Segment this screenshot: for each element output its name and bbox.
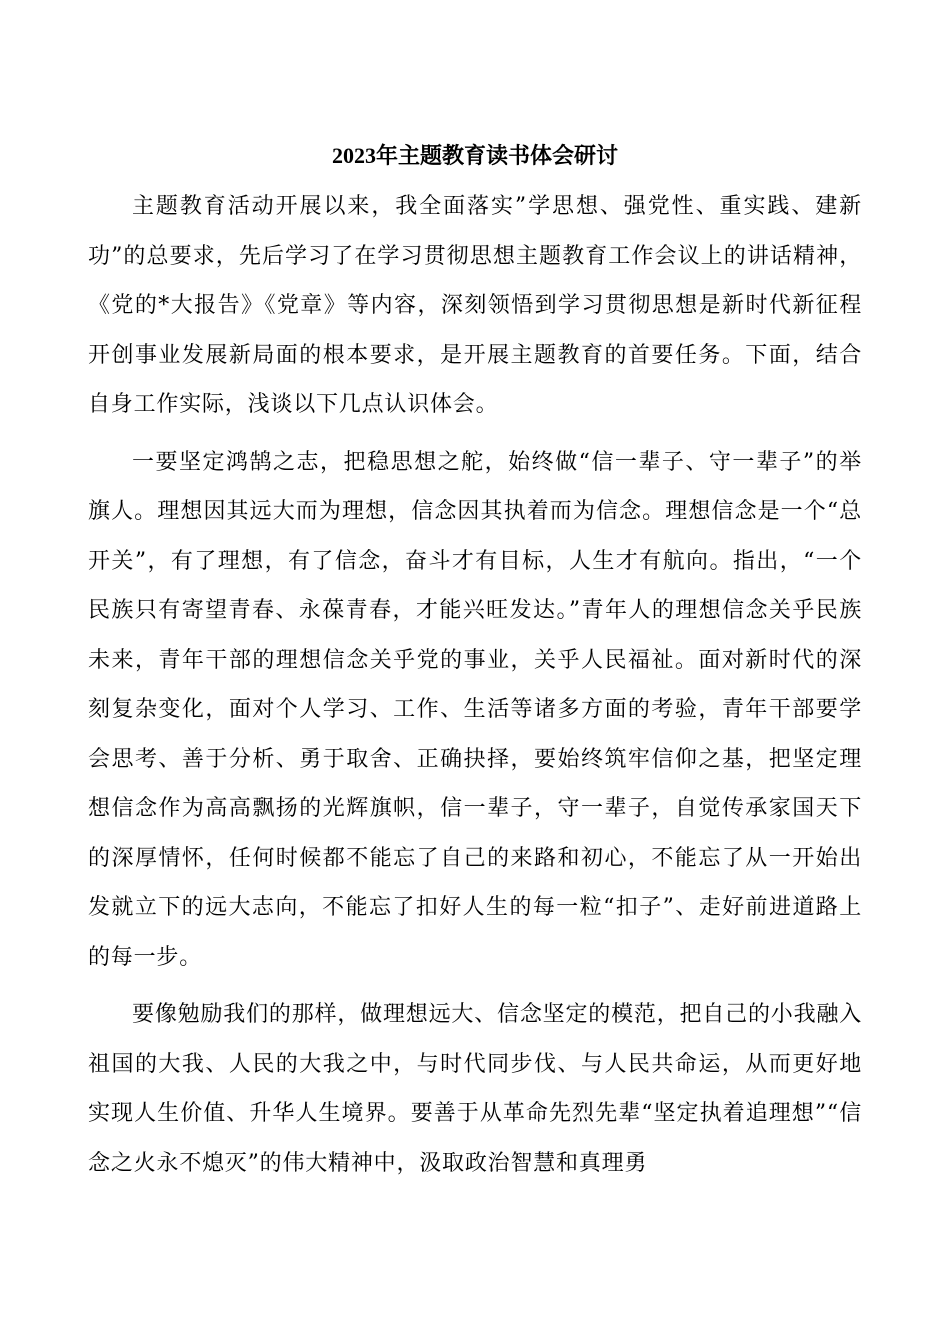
- paragraph-ideals: 一要坚定鸿鹄之志，把稳思想之舵，始终做“信一辈子、守一辈子”的举旗人。理想因其远大而为理想，信念因其执着而为信念。理想信念是一个“总开关”，有了理想，有了信念，奋斗才有目标，人生才有航向。指出，“一个民族只有寄望青春、永葆青春，才能兴旺发达。”青年人的理想信念关乎民族未来，青年干部的理想信念关乎党的事业，关乎人民福祉。面对新时代的深刻复杂变化，面对个人学习、工作、生活等诸多方面的考验，青年干部要学会思考、善于分析、勇于取舍、正确抉择，要始终筑牢信仰之基，把坚定理想信念作为高高飘扬的光辉旗帜，信一辈子，守一辈子，自觉传承家国天下的深厚情怀，任何时候都不能忘了自己的来路和初心，不能忘了从一开始出发就立下的远大志向，不能忘了扣好人生的每一粒“扣子”、走好前进道路上的每一步。: [88, 449, 862, 970]
- paragraph-intro: 主题教育活动开展以来，我全面落实”学思想、强党性、重实践、建新功”的总要求，先后学习了在学习贯彻思想主题教育工作会议上的讲话精神，《党的*大报告》《党章》等内容，深刻领悟到学习贯彻思想是新时代新征程开创事业发展新局面的根本要求，是开展主题教育的首要任务。下面，结合自身工作实际，浅谈以下几点认识体会。: [88, 194, 862, 417]
- document-title: 2023年主题教育读书体会研讨: [331, 143, 618, 168]
- paragraph-model: 要像勉励我们的那样，做理想远大、信念坚定的模范，把自己的小我融入祖国的大我、人民的大我之中，与时代同步伐、与人民共命运，从而更好地实现人生价值、升华人生境界。要善于从革命先烈先辈“坚定执着追理想”“信念之火永不熄灭”的伟大精神中，汲取政治智慧和真理勇: [88, 1002, 862, 1176]
- document-page: [88, 138, 862, 1188]
